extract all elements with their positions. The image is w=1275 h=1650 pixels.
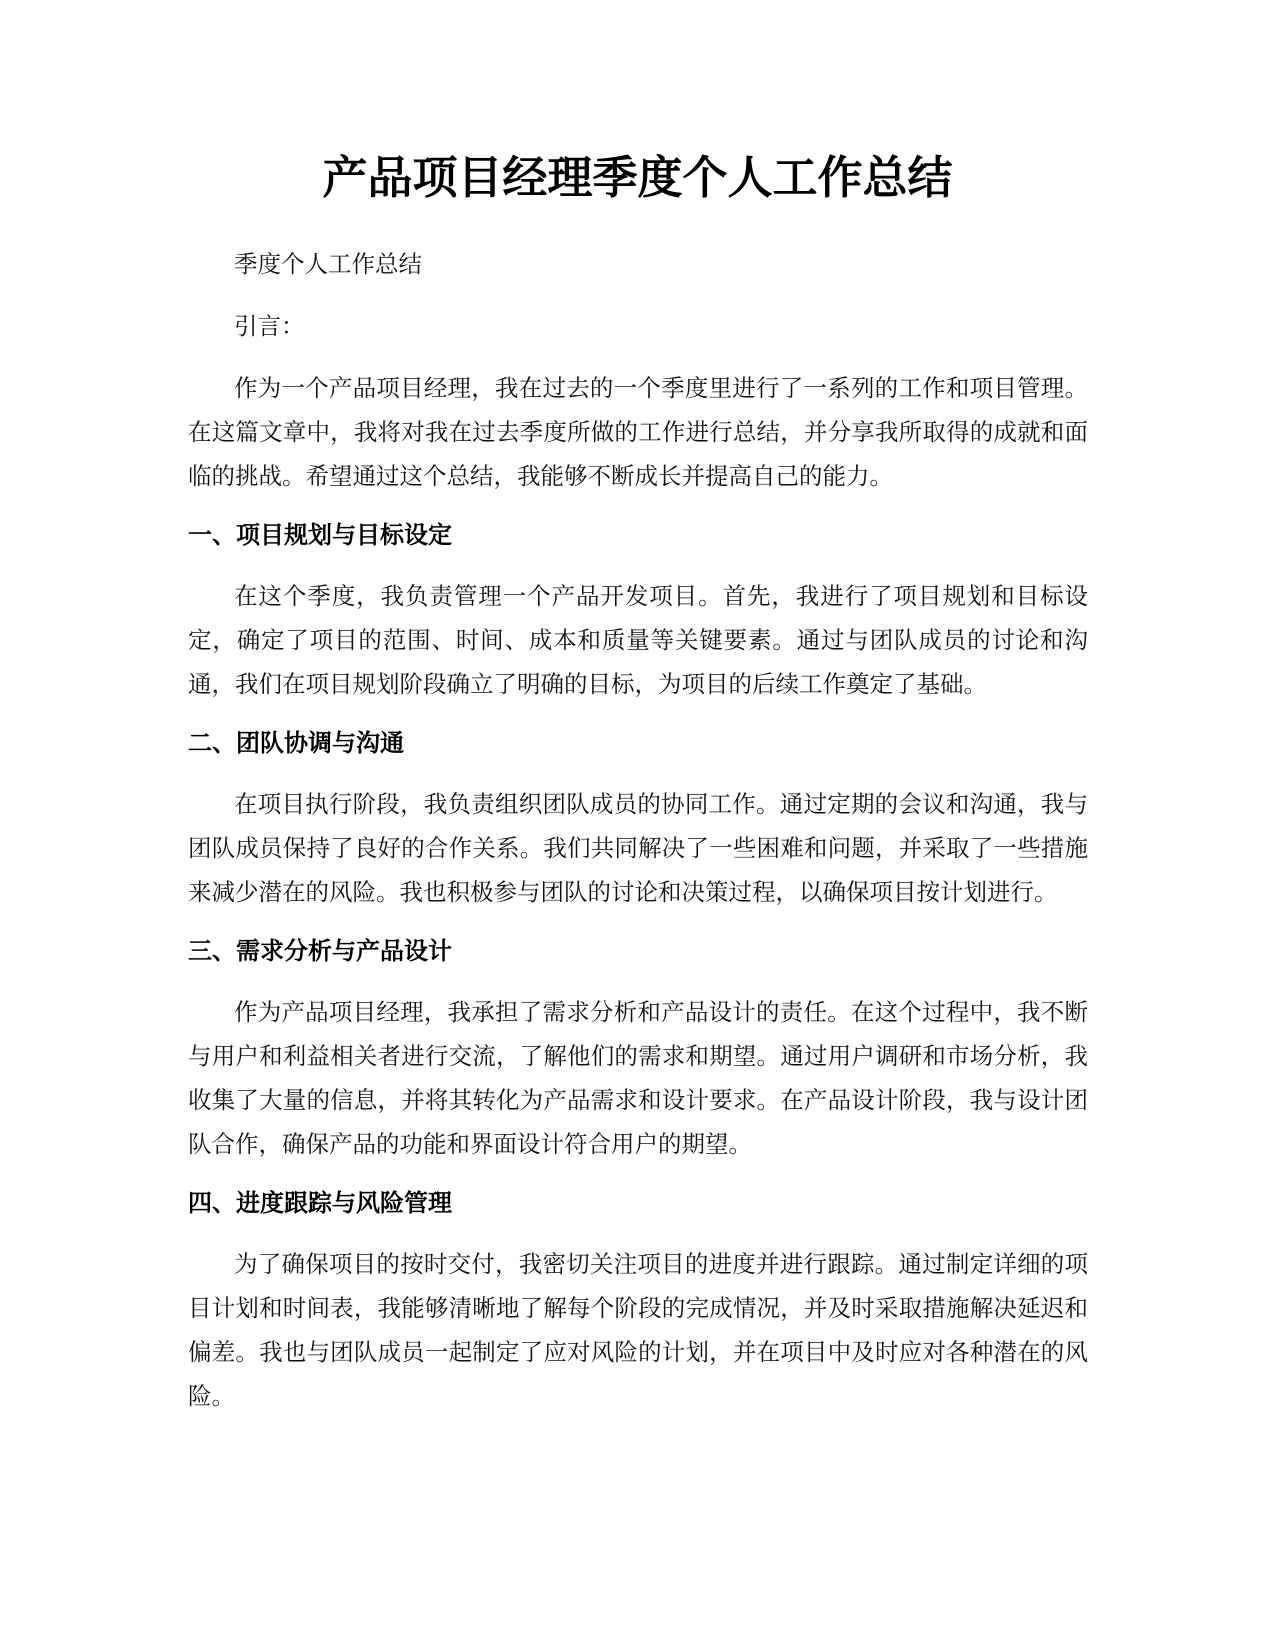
section-heading-progress: 四、进度跟踪与风险管理: [188, 1189, 452, 1217]
document-title: 产品项目经理季度个人工作总结: [322, 151, 953, 204]
section-heading-planning: 一、项目规划与目标设定: [188, 521, 452, 549]
section-text-planning: 在这个季度，我负责管理一个产品开发项目。首先，我进行了项目规划和目标设定，确定了项目的范围、时间、成本和质量等关键要素。通过与团队成员的讨论和沟通，我们在项目规划阶段确立了明确的目标，为项目的后续工作奠定了基础。: [188, 582, 1088, 698]
section-heading-requirements: 三、需求分析与产品设计: [188, 937, 452, 965]
section-heading-team: 二、团队协调与沟通: [188, 729, 404, 757]
document-body: [188, 242, 1088, 1436]
intro-paragraph: 作为一个产品项目经理，我在过去的一个季度里进行了一系列的工作和项目管理。在这篇文章中，我将对我在过去季度所做的工作进行总结，并分享我所取得的成就和面临的挑战。希望通过这个总结，我能够不断成长并提高自己的能力。: [188, 374, 1088, 490]
subtitle-paragraph: 季度个人工作总结: [234, 250, 422, 278]
intro-label: 引言：: [234, 312, 305, 340]
section-text-team: 在项目执行阶段，我负责组织团队成员的协同工作。通过定期的会议和沟通，我与团队成员保持了良好的合作关系。我们共同解决了一些困难和问题，并采取了一些措施来减少潜在的风险。我也积极参与团队的讨论和决策过程，以确保项目按计划进行。: [188, 790, 1088, 906]
section-text-requirements: 作为产品项目经理，我承担了需求分析和产品设计的责任。在这个过程中，我不断与用户和利益相关者进行交流，了解他们的需求和期望。通过用户调研和市场分析，我收集了大量的信息，并将其转化为产品需求和设计要求。在产品设计阶段，我与设计团队合作，确保产品的功能和界面设计符合用户的期望。: [188, 998, 1088, 1158]
section-text-progress: 为了确保项目的按时交付，我密切关注项目的进度并进行跟踪。通过制定详细的项目计划和时间表，我能够清晰地了解每个阶段的完成情况，并及时采取措施解决延迟和偏差。我也与团队成员一起制定了应对风险的计划，并在项目中及时应对各种潜在的风险。: [188, 1250, 1088, 1410]
